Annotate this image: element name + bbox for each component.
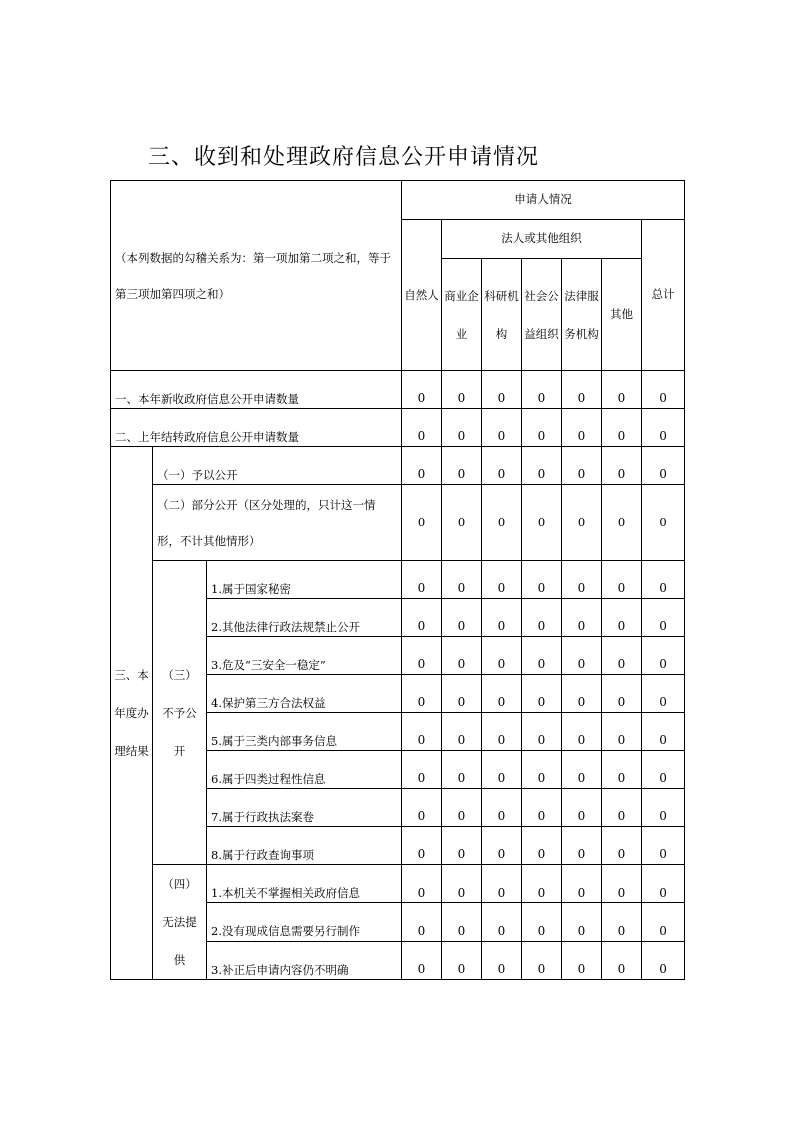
s4-label <box>153 865 207 980</box>
cell-value: 0 <box>442 827 482 865</box>
cell-value: 0 <box>642 827 685 865</box>
cell-value: 0 <box>642 561 685 599</box>
cell-value: 0 <box>442 485 482 561</box>
cell-value: 0 <box>522 751 562 789</box>
cell-value: 0 <box>602 637 642 675</box>
header-total: 总计 <box>642 220 685 371</box>
cell-value: 0 <box>442 447 482 485</box>
cell-value: 0 <box>562 485 602 561</box>
cell-value: 0 <box>522 371 562 409</box>
cell-value: 0 <box>602 409 642 447</box>
cell-value: 0 <box>562 865 602 903</box>
section3-label <box>111 447 153 980</box>
cell-value: 0 <box>482 903 522 941</box>
cell-value: 0 <box>442 675 482 713</box>
note-text: （本列数据的勾稽关系为：第一项加第二项之和，等于第三项加第四项之和） <box>115 250 391 301</box>
cell-value: 0 <box>642 485 685 561</box>
cell-value: 0 <box>642 409 685 447</box>
cell-value: 0 <box>442 865 482 903</box>
s4-text: （四）无法提供 <box>162 877 197 967</box>
cell-value: 0 <box>602 789 642 827</box>
cell-value: 0 <box>602 675 642 713</box>
cell-value: 0 <box>482 371 522 409</box>
header-business: 商业企业 <box>442 259 482 371</box>
row-label-r1: 一、本年新收政府信息公开申请数量 <box>111 371 402 409</box>
cell-value: 0 <box>482 941 522 979</box>
header-other: 其他 <box>602 259 642 371</box>
cell-value: 0 <box>402 485 442 561</box>
cell-value: 0 <box>442 637 482 675</box>
cell-value: 0 <box>442 561 482 599</box>
cell-value: 0 <box>442 941 482 979</box>
cell-value: 0 <box>562 827 602 865</box>
s3-item: 4.保护第三方合法权益 <box>207 675 402 713</box>
cell-value: 0 <box>642 865 685 903</box>
s4-item: 3.补正后申请内容仍不明确 <box>207 941 402 979</box>
row-label-s1: （一）予以公开 <box>153 447 402 485</box>
cell-value: 0 <box>522 865 562 903</box>
s4-item: 2.没有现成信息需要另行制作 <box>207 903 402 941</box>
cell-value: 0 <box>522 561 562 599</box>
cell-value: 0 <box>522 941 562 979</box>
cell-value: 0 <box>602 447 642 485</box>
cell-value: 0 <box>402 827 442 865</box>
page-title: 三、收到和处理政府信息公开申请情况 <box>148 145 540 170</box>
cell-value: 0 <box>642 903 685 941</box>
s3-label <box>153 561 207 865</box>
cell-value: 0 <box>562 561 602 599</box>
cell-value: 0 <box>562 675 602 713</box>
cell-value: 0 <box>482 865 522 903</box>
cell-value: 0 <box>642 941 685 979</box>
cell-value: 0 <box>402 903 442 941</box>
cell-value: 0 <box>562 371 602 409</box>
cell-value: 0 <box>642 713 685 751</box>
cell-value: 0 <box>642 447 685 485</box>
cell-value: 0 <box>442 903 482 941</box>
cell-value: 0 <box>402 751 442 789</box>
cell-value: 0 <box>522 409 562 447</box>
s3-item: 8.属于行政查询事项 <box>207 827 402 865</box>
cell-value: 0 <box>442 599 482 637</box>
cell-value: 0 <box>402 865 442 903</box>
cell-value: 0 <box>562 599 602 637</box>
cell-value: 0 <box>522 903 562 941</box>
cell-value: 0 <box>602 827 642 865</box>
cell-value: 0 <box>482 751 522 789</box>
application-table <box>110 180 685 980</box>
cell-value: 0 <box>402 713 442 751</box>
cell-value: 0 <box>522 447 562 485</box>
cell-value: 0 <box>642 637 685 675</box>
cell-value: 0 <box>482 485 522 561</box>
cell-value: 0 <box>522 675 562 713</box>
cell-value: 0 <box>442 789 482 827</box>
cell-value: 0 <box>562 941 602 979</box>
header-legal-group: 法人或其他组织 <box>442 220 642 259</box>
s3-item: 7.属于行政执法案卷 <box>207 789 402 827</box>
cell-value: 0 <box>482 675 522 713</box>
section3-text: 三、本年度办理结果 <box>114 668 149 758</box>
header-natural-person: 自然人 <box>402 220 442 371</box>
cell-value: 0 <box>482 637 522 675</box>
cell-value: 0 <box>522 485 562 561</box>
s4-item: 1.本机关不掌握相关政府信息 <box>207 865 402 903</box>
cell-value: 0 <box>402 409 442 447</box>
cell-value: 0 <box>642 751 685 789</box>
cell-value: 0 <box>482 447 522 485</box>
cell-value: 0 <box>522 713 562 751</box>
cell-value: 0 <box>402 447 442 485</box>
header-note <box>111 181 402 371</box>
cell-value: 0 <box>402 675 442 713</box>
cell-value: 0 <box>602 903 642 941</box>
cell-value: 0 <box>482 713 522 751</box>
cell-value: 0 <box>642 599 685 637</box>
s3-item: 5.属于三类内部事务信息 <box>207 713 402 751</box>
s3-item: 3.危及“三安全一稳定” <box>207 637 402 675</box>
cell-value: 0 <box>522 599 562 637</box>
cell-value: 0 <box>482 561 522 599</box>
cell-value: 0 <box>442 751 482 789</box>
cell-value: 0 <box>442 409 482 447</box>
cell-value: 0 <box>562 409 602 447</box>
cell-value: 0 <box>602 561 642 599</box>
cell-value: 0 <box>602 865 642 903</box>
cell-value: 0 <box>402 561 442 599</box>
cell-value: 0 <box>522 637 562 675</box>
cell-value: 0 <box>442 371 482 409</box>
s3-item: 1.属于国家秘密 <box>207 561 402 599</box>
cell-value: 0 <box>402 941 442 979</box>
s2-text: （二）部分公开（区分处理的，只计这一情形，不计其他情形） <box>157 497 376 548</box>
s3-item: 6.属于四类过程性信息 <box>207 751 402 789</box>
header-legal-service: 法律服务机构 <box>562 259 602 371</box>
cell-value: 0 <box>482 599 522 637</box>
cell-value: 0 <box>602 485 642 561</box>
cell-value: 0 <box>642 371 685 409</box>
cell-value: 0 <box>442 713 482 751</box>
s3-text: （三）不予公开 <box>162 667 197 758</box>
cell-value: 0 <box>562 637 602 675</box>
cell-value: 0 <box>402 371 442 409</box>
s3-item: 2.其他法律行政法规禁止公开 <box>207 599 402 637</box>
cell-value: 0 <box>602 599 642 637</box>
cell-value: 0 <box>562 903 602 941</box>
cell-value: 0 <box>402 599 442 637</box>
cell-value: 0 <box>602 371 642 409</box>
row-label-r2: 二、上年结转政府信息公开申请数量 <box>111 409 402 447</box>
cell-value: 0 <box>482 827 522 865</box>
cell-value: 0 <box>642 789 685 827</box>
cell-value: 0 <box>602 713 642 751</box>
header-applicant: 申请人情况 <box>402 181 685 220</box>
header-public-welfare: 社会公益组织 <box>522 259 562 371</box>
cell-value: 0 <box>642 675 685 713</box>
row-label-s2 <box>153 485 402 561</box>
cell-value: 0 <box>562 789 602 827</box>
header-research: 科研机构 <box>482 259 522 371</box>
cell-value: 0 <box>482 409 522 447</box>
cell-value: 0 <box>482 789 522 827</box>
cell-value: 0 <box>522 789 562 827</box>
cell-value: 0 <box>562 713 602 751</box>
cell-value: 0 <box>562 751 602 789</box>
cell-value: 0 <box>602 941 642 979</box>
cell-value: 0 <box>562 447 602 485</box>
cell-value: 0 <box>522 827 562 865</box>
cell-value: 0 <box>402 789 442 827</box>
cell-value: 0 <box>402 637 442 675</box>
cell-value: 0 <box>602 751 642 789</box>
